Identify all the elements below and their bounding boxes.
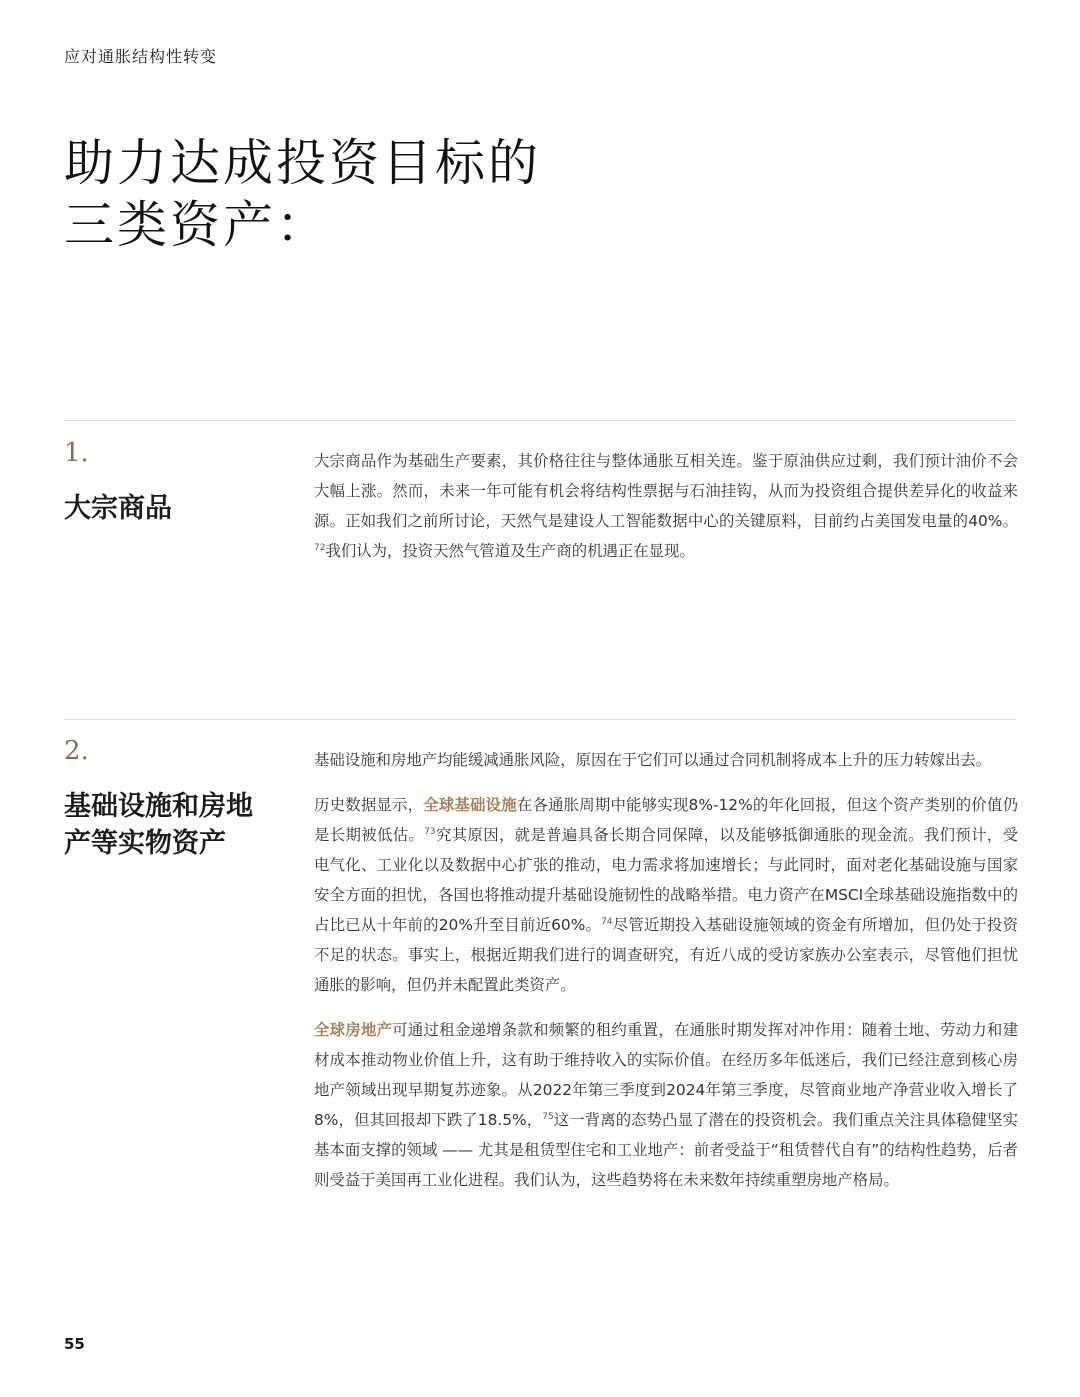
footnote-ref: 72 — [314, 542, 326, 553]
page-title-line1: 助力达成投资目标的 — [64, 134, 541, 192]
page-number: 55 — [64, 1335, 85, 1353]
section1-paragraph — [314, 446, 1018, 566]
section2-number: 2. — [64, 736, 89, 766]
section2-paragraph-2 — [314, 790, 1018, 1000]
section2-title-line2: 产等实物资产 — [64, 828, 226, 859]
footnote-ref: 73 — [424, 826, 436, 837]
text-run: 大宗商品作为基础生产要素，其价格往往与整体通胀互相关连。鉴于原油供应过剩，我们预计油价不会大幅上涨。然而，未来一年可能有机会将结构性票据与石油挂钩，从而为投资组合提供差异化的收益来源。正如我们之前所讨论，天然气是建设人工智能数据中心的关键原料，目前约占美国发电量的40%。 — [314, 452, 1018, 530]
text-run: 尽管近期投入基础设施领域的资金有所增加，但仍处于投资不足的状态。事实上，根据近期我们进行的调查研究，有近八成的受访家族办公室表示，尽管他们担忧通胀的影响，但仍并未配置此类资产。 — [314, 916, 1018, 994]
section2-paragraph-3 — [314, 1015, 1018, 1195]
text-run: 历史数据显示， — [314, 796, 424, 814]
section2-divider — [64, 719, 1016, 720]
text-run: 可通过租金递增条款和频繁的租约重置，在通胀时期发挥对冲作用：随着土地、劳动力和建材成本推动物业价值上升，这有助于维持收入的实际价值。在经历多年低迷后，我们已经注意到核心房地产领域出现早期复苏迹象。从2022年第三季度到2024年第三季度，尽管商业地产净营业收入增长了8%，但其回报却下跌了18.5%， — [314, 1021, 1018, 1129]
section2-title-line1: 基础设施和房地 — [64, 791, 253, 822]
text-run: 在各通胀周期中能够实现8%-12%的年化回报，但这个资产类别的价值仍是长期被低估。 — [314, 796, 1018, 844]
running-header: 应对通胀结构性转变 — [64, 47, 218, 66]
text-run: 这一背离的态势凸显了潜在的投资机会。我们重点关注具体稳健坚实基本面支撑的领域 —— 尤其是租赁型住宅和工业地产：前者受益于“租赁替代自有”的结构性趋势，后者则受益于美国再工业化进程。我们认为，这些趋势将在未来数年持续重塑房地产格局。 — [314, 1111, 1018, 1189]
section1-title — [64, 490, 172, 527]
section1-number: 1. — [64, 438, 89, 468]
section2-paragraph-1: 基础设施和房地产均能缓减通胀风险，原因在于它们可以通过合同机制将成本上升的压力转嫁出去。 — [314, 751, 992, 769]
section1-body — [314, 446, 1018, 581]
highlight-global-infrastructure: 全球基础设施 — [423, 796, 517, 814]
text-run: 究其原因，就是普遍具备长期合同保障，以及能够抵御通胀的现金流。我们预计，受电气化、工业化以及数据中心扩张的推动，电力需求将加速增长；与此同时，面对老化基础设施与国家安全方面的担忧，各国也将推动提升基础设施韧性的战略举措。电力资产在MSCI全球基础设施指数中的占比已从十年前的20%升至目前近60%。 — [314, 826, 1018, 934]
footnote-ref: 74 — [601, 916, 613, 927]
section2-title — [64, 788, 253, 862]
page-title — [64, 132, 541, 256]
footnote-ref: 75 — [542, 1111, 554, 1122]
section1-divider — [64, 420, 1016, 421]
text-run: 我们认为，投资天然气管道及生产商的机遇正在显现。 — [325, 542, 695, 560]
page-title-line2: 三类资产： — [64, 196, 329, 254]
section2-body — [314, 745, 1018, 1210]
section1-title-text: 大宗商品 — [64, 493, 172, 524]
highlight-global-real-estate: 全球房地产 — [314, 1021, 393, 1039]
